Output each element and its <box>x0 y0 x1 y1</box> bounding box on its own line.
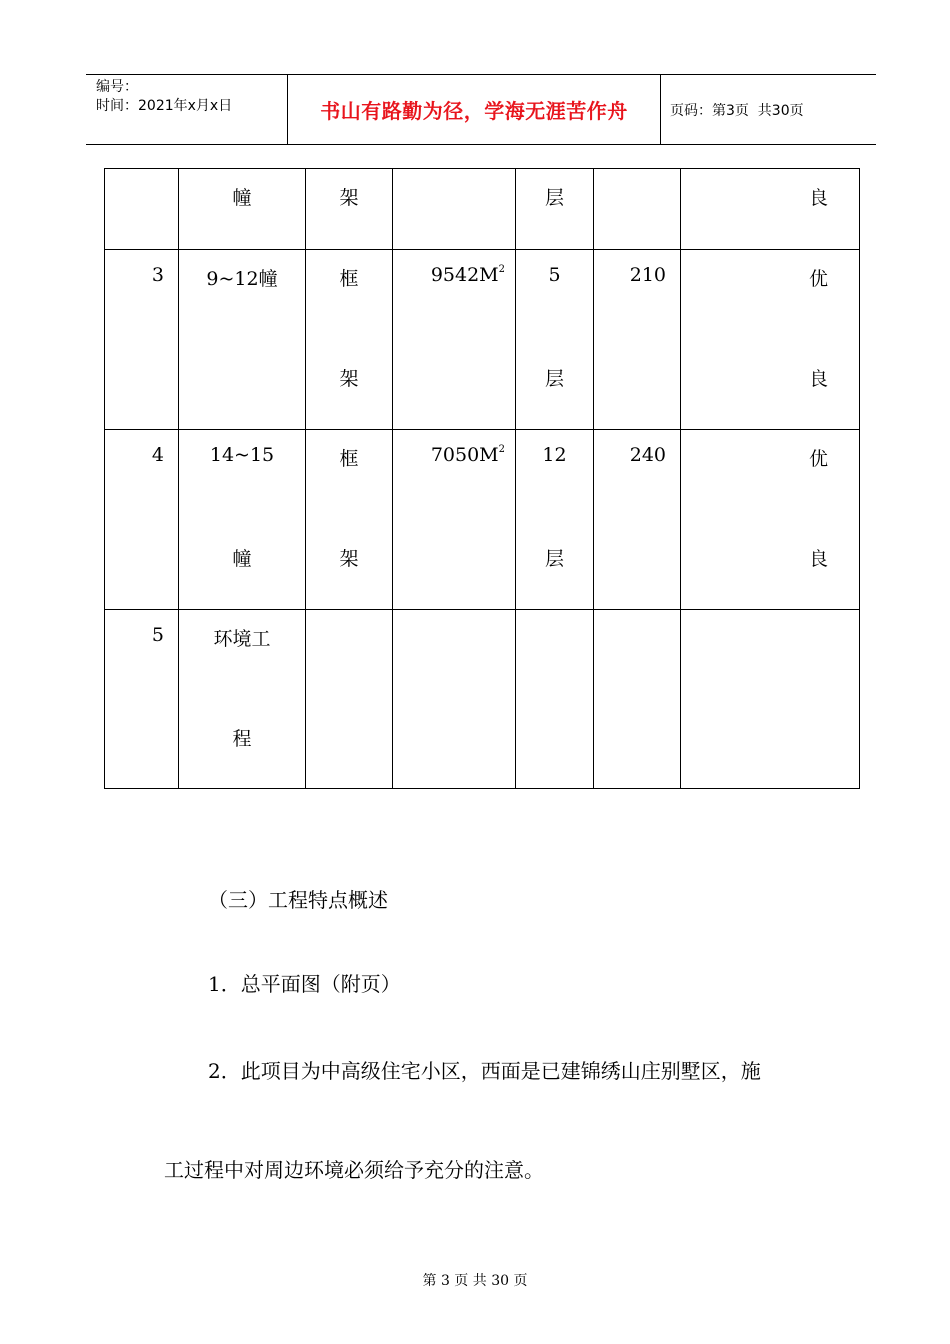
table-row <box>105 250 860 430</box>
cell-structure-line2: 架 <box>339 368 359 390</box>
cell-name-line2: 程 <box>232 728 252 750</box>
cell-name: 环境工 <box>213 628 271 650</box>
cell-structure-line2: 架 <box>339 548 359 570</box>
cell-index: 4 <box>151 444 164 466</box>
cell-area: $7050M^2$ <box>430 444 505 466</box>
list-item: 1．总平面图（附页） <box>208 972 401 996</box>
cell-index: 3 <box>151 264 164 286</box>
table-row <box>105 169 860 250</box>
area-unit-superscript: 2 <box>498 444 505 455</box>
page-footer: 第 3 页 共 30 页 <box>422 1273 528 1289</box>
cell-structure: 框 <box>339 268 359 290</box>
cell-days: 210 <box>629 264 666 286</box>
list-item: 2．此项目为中高级住宅小区，西面是已建锦绣山庄别墅区，施 <box>208 1059 761 1083</box>
table-row <box>105 610 860 789</box>
cell-structure: 框 <box>339 448 359 470</box>
cell-floors: 12 <box>542 444 567 466</box>
page-header <box>86 74 876 145</box>
cell-floors-line2: 层 <box>544 368 564 390</box>
table-row <box>105 430 860 610</box>
cell-name-line2: 幢 <box>232 548 252 570</box>
cell-structure: 架 <box>339 187 359 209</box>
header-motto: 书山有路勤为径，学海无涯苦作舟 <box>320 99 628 123</box>
section-title: （三）工程特点概述 <box>208 888 388 912</box>
cell-name: 9~12幢 <box>206 268 278 290</box>
header-divider <box>660 75 661 144</box>
paragraph-continuation: 工过程中对周边环境必须给予充分的注意。 <box>164 1158 544 1182</box>
cell-name: 幢 <box>232 187 252 209</box>
header-time: 时间：2021年x月x日 <box>96 98 233 114</box>
cell-area: $9542M^2$ <box>430 264 505 286</box>
header-page-number: 页码：第3页 共30页 <box>670 102 804 119</box>
cell-index: 5 <box>151 624 164 646</box>
cell-days: 240 <box>629 444 666 466</box>
area-unit-superscript: 2 <box>498 264 505 275</box>
cell-name: 14~15 <box>209 444 275 466</box>
cell-quality-line2: 良 <box>808 368 828 390</box>
project-table <box>104 168 860 789</box>
cell-quality: 优 <box>808 268 828 290</box>
cell-quality: 良 <box>808 187 828 209</box>
cell-floors-line2: 层 <box>544 548 564 570</box>
header-number: 编号： <box>96 79 138 95</box>
cell-quality-line2: 良 <box>808 548 828 570</box>
header-meta <box>96 78 232 116</box>
cell-floors: 层 <box>544 187 564 209</box>
cell-floors: 5 <box>548 264 561 286</box>
cell-quality: 优 <box>808 448 828 470</box>
